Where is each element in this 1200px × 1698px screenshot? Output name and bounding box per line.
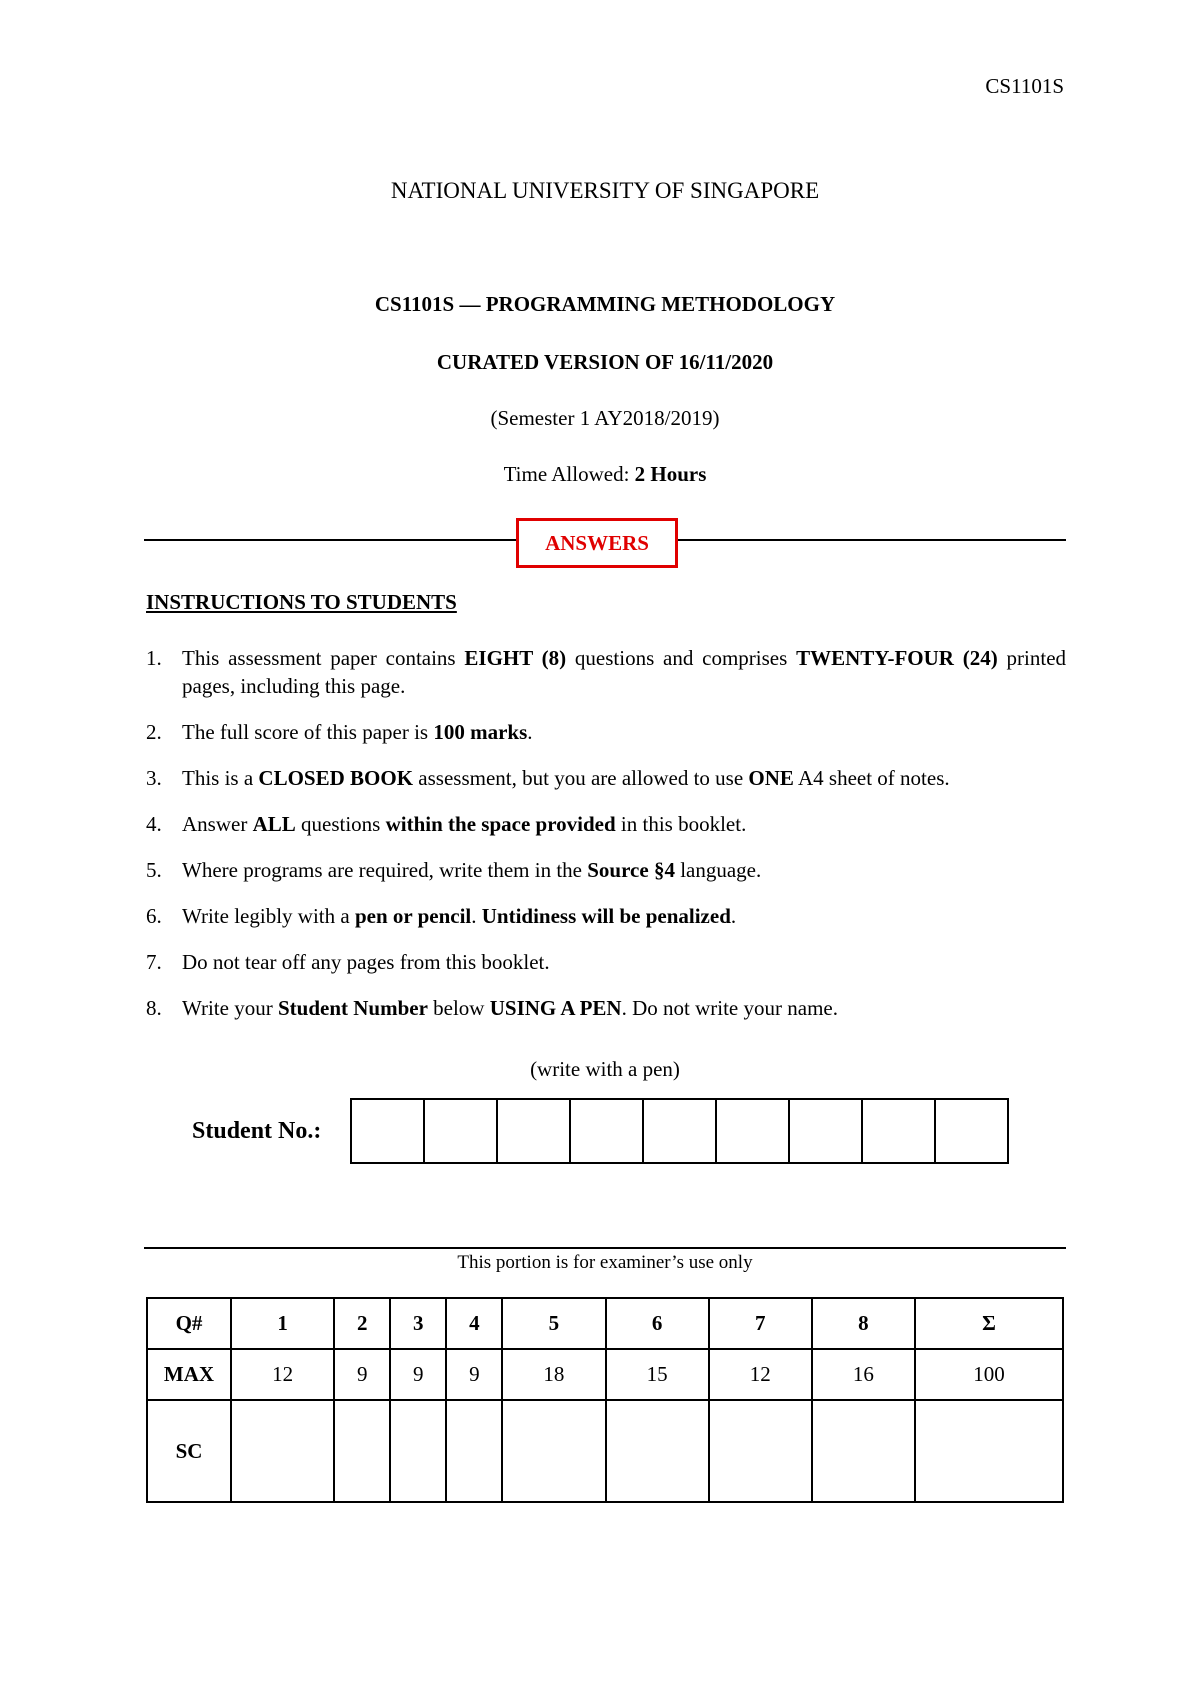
instruction-emphasis: EIGHT (8) xyxy=(464,646,567,670)
instruction-number: 2. xyxy=(146,720,162,744)
instruction-emphasis: pen or pencil xyxy=(354,904,472,928)
table-row-max xyxy=(147,1349,1063,1400)
student-number-boxes xyxy=(350,1098,1009,1164)
table-header-cell: 4 xyxy=(446,1298,502,1349)
instruction-item xyxy=(146,948,1066,976)
instruction-text: assessment, but you are allowed to use xyxy=(413,766,749,790)
max-value-cell: 18 xyxy=(502,1349,605,1400)
score-cell xyxy=(502,1400,605,1502)
student-number-label: Student No.: xyxy=(192,1118,322,1144)
score-cell xyxy=(231,1400,334,1502)
instruction-item xyxy=(146,994,1066,1022)
table-header-cell: 5 xyxy=(502,1298,605,1349)
max-value-cell: 16 xyxy=(812,1349,915,1400)
university-name: NATIONAL UNIVERSITY OF SINGAPORE xyxy=(390,178,820,203)
table-header-cell: Σ xyxy=(915,1298,1063,1349)
instruction-item xyxy=(146,644,1066,700)
instruction-number: 7. xyxy=(146,950,162,974)
table-header-cell: 2 xyxy=(334,1298,390,1349)
score-cell xyxy=(709,1400,812,1502)
instruction-text: printed pages, including this page. xyxy=(182,646,1067,698)
instruction-text: questions and comprises xyxy=(566,646,797,670)
instruction-number: 3. xyxy=(146,766,162,790)
instruction-item xyxy=(146,902,1066,930)
answers-badge-label: ANSWERS xyxy=(545,530,649,555)
student-number-cell[interactable] xyxy=(498,1100,571,1162)
instruction-emphasis: 100 marks xyxy=(433,720,528,744)
course-title: CS1101S — PROGRAMMING METHODOLOGY xyxy=(374,292,836,316)
instruction-text: Write legibly with a xyxy=(182,904,355,928)
instruction-text: . xyxy=(527,720,533,744)
instruction-text: Answer xyxy=(182,812,253,836)
instruction-text: This is a xyxy=(182,766,259,790)
instruction-item xyxy=(146,856,1066,884)
instruction-emphasis: USING A PEN xyxy=(489,996,622,1020)
table-header-cell: 8 xyxy=(812,1298,915,1349)
instruction-text: below xyxy=(427,996,490,1020)
instruction-emphasis: Untidiness will be penalized xyxy=(481,904,731,928)
header-course-code: CS1101S xyxy=(985,74,1064,98)
score-cell xyxy=(334,1400,390,1502)
instruction-emphasis: within the space provided xyxy=(385,812,616,836)
max-value-cell: 100 xyxy=(915,1349,1063,1400)
instruction-text: The full score of this paper is xyxy=(182,720,434,744)
instruction-number: 5. xyxy=(146,858,162,882)
student-number-cell[interactable] xyxy=(717,1100,790,1162)
instruction-emphasis: CLOSED BOOK xyxy=(258,766,414,790)
instruction-item xyxy=(146,764,1066,792)
pen-note: (write with a pen) xyxy=(530,1057,680,1081)
instruction-emphasis: Student Number xyxy=(277,996,428,1020)
max-value-cell: 9 xyxy=(390,1349,446,1400)
score-cell xyxy=(812,1400,915,1502)
student-number-cell[interactable] xyxy=(571,1100,644,1162)
student-number-cell[interactable] xyxy=(863,1100,936,1162)
table-header-cell: 6 xyxy=(606,1298,709,1349)
instruction-emphasis: ONE xyxy=(748,766,794,790)
instruction-emphasis: Source §4 xyxy=(587,858,675,882)
instruction-number: 1. xyxy=(146,646,162,670)
instruction-text: in this booklet. xyxy=(615,812,747,836)
student-number-cell[interactable] xyxy=(790,1100,863,1162)
table-header-cell: 7 xyxy=(709,1298,812,1349)
table-header-cell: 1 xyxy=(231,1298,334,1349)
max-value-cell: 9 xyxy=(446,1349,502,1400)
table-header-cell: Q# xyxy=(147,1298,231,1349)
examiner-note: This portion is for examiner’s use only xyxy=(457,1252,753,1273)
instructions-heading: INSTRUCTIONS TO STUDENTS xyxy=(146,590,457,614)
table-row-score xyxy=(147,1400,1063,1502)
score-cell xyxy=(915,1400,1063,1502)
student-number-cell[interactable] xyxy=(425,1100,498,1162)
score-cell xyxy=(606,1400,709,1502)
instruction-text: questions xyxy=(295,812,386,836)
max-value-cell: 9 xyxy=(334,1349,390,1400)
examiner-score-table xyxy=(146,1297,1064,1503)
instruction-text: . xyxy=(730,904,737,928)
instruction-emphasis: ALL xyxy=(252,812,296,836)
score-cell xyxy=(390,1400,446,1502)
instruction-text: Where programs are required, write them in the xyxy=(182,858,588,882)
max-value-cell: 12 xyxy=(709,1349,812,1400)
table-header-row xyxy=(147,1298,1063,1349)
max-value-cell: 15 xyxy=(606,1349,709,1400)
student-number-cell[interactable] xyxy=(352,1100,425,1162)
instruction-number: 4. xyxy=(146,812,162,836)
instructions-list xyxy=(146,644,1066,1040)
instruction-item xyxy=(146,810,1066,838)
student-number-cell[interactable] xyxy=(936,1100,1007,1162)
max-label-cell: MAX xyxy=(147,1349,231,1400)
time-allowed-value: 2 Hours xyxy=(634,462,707,486)
instruction-text: Do not tear off any pages from this booklet. xyxy=(182,950,550,974)
instruction-number: 6. xyxy=(146,904,162,928)
instruction-text: Write your xyxy=(182,996,278,1020)
time-allowed xyxy=(0,462,1200,487)
semester-line: (Semester 1 AY2018/2019) xyxy=(490,406,720,430)
table-header-cell: 3 xyxy=(390,1298,446,1349)
instruction-text: . Do not write your name. xyxy=(621,996,838,1020)
instruction-number: 8. xyxy=(146,996,162,1020)
answers-badge xyxy=(516,518,678,568)
instruction-emphasis: TWENTY-FOUR (24) xyxy=(796,646,998,670)
instruction-text: language. xyxy=(674,858,762,882)
max-value-cell: 12 xyxy=(231,1349,334,1400)
time-allowed-label: Time Allowed: xyxy=(503,462,635,486)
instruction-item xyxy=(146,718,1066,746)
instruction-text: . xyxy=(471,904,482,928)
instruction-text: This assessment paper contains xyxy=(182,646,465,670)
instruction-text: A4 sheet of notes. xyxy=(793,766,950,790)
student-number-cell[interactable] xyxy=(644,1100,717,1162)
score-label-cell: SC xyxy=(147,1400,231,1502)
score-cell xyxy=(446,1400,502,1502)
divider-bottom xyxy=(144,1247,1066,1249)
version-line: CURATED VERSION OF 16/11/2020 xyxy=(436,350,774,374)
